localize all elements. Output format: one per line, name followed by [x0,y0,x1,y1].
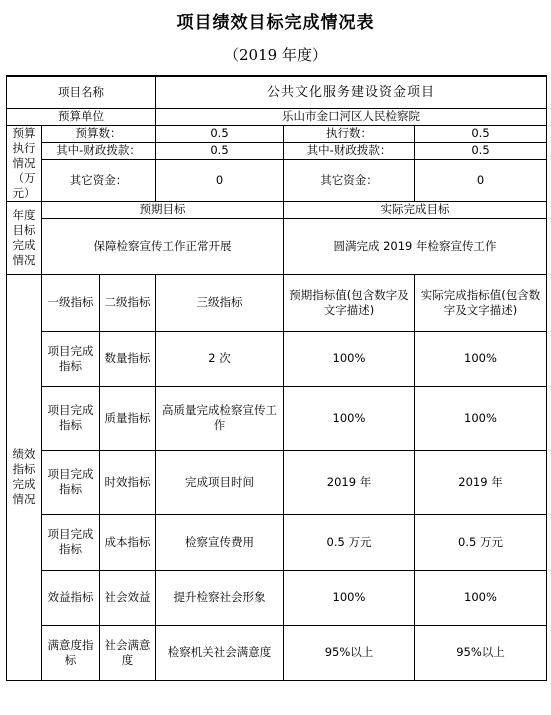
table-row [7,514,547,570]
expected-cell: 100% [284,386,415,450]
level3-cell: 2 次 [156,331,284,386]
fiscal-budget-label: 其中-财政拨款： [42,142,156,159]
budget-unit-value: 乐山市金口河区人民检察院 [156,108,547,125]
level3-cell: 检察机关社会满意度 [156,625,284,680]
expected-cell: 100% [284,570,415,625]
project-name-label: 项目名称 [7,76,156,108]
actual-goal-header: 实际完成目标 [284,201,547,218]
performance-section-label: 绩效指标完成情况 [7,274,42,680]
level3-cell: 高质量完成检察宣传工作 [156,386,284,450]
fiscal-budget-value: 0.5 [156,142,284,159]
actual-goal-value: 圆满完成 2019 年检察宣传工作 [284,218,547,274]
level2-cell: 数量指标 [100,331,156,386]
level2-cell: 社会效益 [100,570,156,625]
level3-cell: 提升检察社会形象 [156,570,284,625]
header-level1: 一级指标 [42,274,100,331]
fiscal-exec-value: 0.5 [415,142,547,159]
level2-cell: 时效指标 [100,450,156,514]
level1-cell: 满意度指标 [42,625,100,680]
expected-goal-header: 预期目标 [42,201,284,218]
execution-amount-label: 执行数： [284,125,415,142]
execution-amount-value: 0.5 [415,125,547,142]
actual-cell: 95%以上 [415,625,547,680]
level2-cell: 成本指标 [100,514,156,570]
actual-cell: 100% [415,386,547,450]
expected-cell: 0.5 万元 [284,514,415,570]
budget-amount-value: 0.5 [156,125,284,142]
page-subtitle: （2019 年度） [224,46,327,64]
other-budget-label: 其它资金： [42,159,156,201]
page-title: 项目绩效目标完成情况表 [176,13,375,33]
actual-cell: 0.5 万元 [415,514,547,570]
header-actual: 实际完成指标值(包含数字及文字描述) [415,274,547,331]
fiscal-exec-label: 其中-财政拨款： [284,142,415,159]
level3-cell: 完成项目时间 [156,450,284,514]
header-expected: 预期指标值(包含数字及文字描述) [284,274,415,331]
budget-section-label: 预算执行情况（万元） [7,125,42,201]
performance-table [6,75,547,681]
budget-unit-label: 预算单位 [7,108,156,125]
table-row [7,331,547,386]
budget-amount-label: 预算数： [42,125,156,142]
actual-cell: 100% [415,570,547,625]
level2-cell: 社会满意度 [100,625,156,680]
header-level3: 三级指标 [156,274,284,331]
level1-cell: 效益指标 [42,570,100,625]
table-row [7,450,547,514]
expected-cell: 95%以上 [284,625,415,680]
level2-cell: 质量指标 [100,386,156,450]
level1-cell: 项目完成指标 [42,514,100,570]
actual-cell: 100% [415,331,547,386]
table-row [7,570,547,625]
table-row [7,386,547,450]
annual-section-label: 年度目标完成情况 [7,201,42,274]
table-row [7,625,547,680]
other-budget-value: 0 [156,159,284,201]
expected-cell: 100% [284,331,415,386]
other-exec-label: 其它资金： [284,159,415,201]
expected-cell: 2019 年 [284,450,415,514]
project-name-value: 公共文化服务建设资金项目 [156,76,547,108]
level1-cell: 项目完成指标 [42,386,100,450]
other-exec-value: 0 [415,159,547,201]
level3-cell: 检察宣传费用 [156,514,284,570]
level1-cell: 项目完成指标 [42,331,100,386]
actual-cell: 2019 年 [415,450,547,514]
level1-cell: 项目完成指标 [42,450,100,514]
header-level2: 二级指标 [100,274,156,331]
expected-goal-value: 保障检察宣传工作正常开展 [42,218,284,274]
